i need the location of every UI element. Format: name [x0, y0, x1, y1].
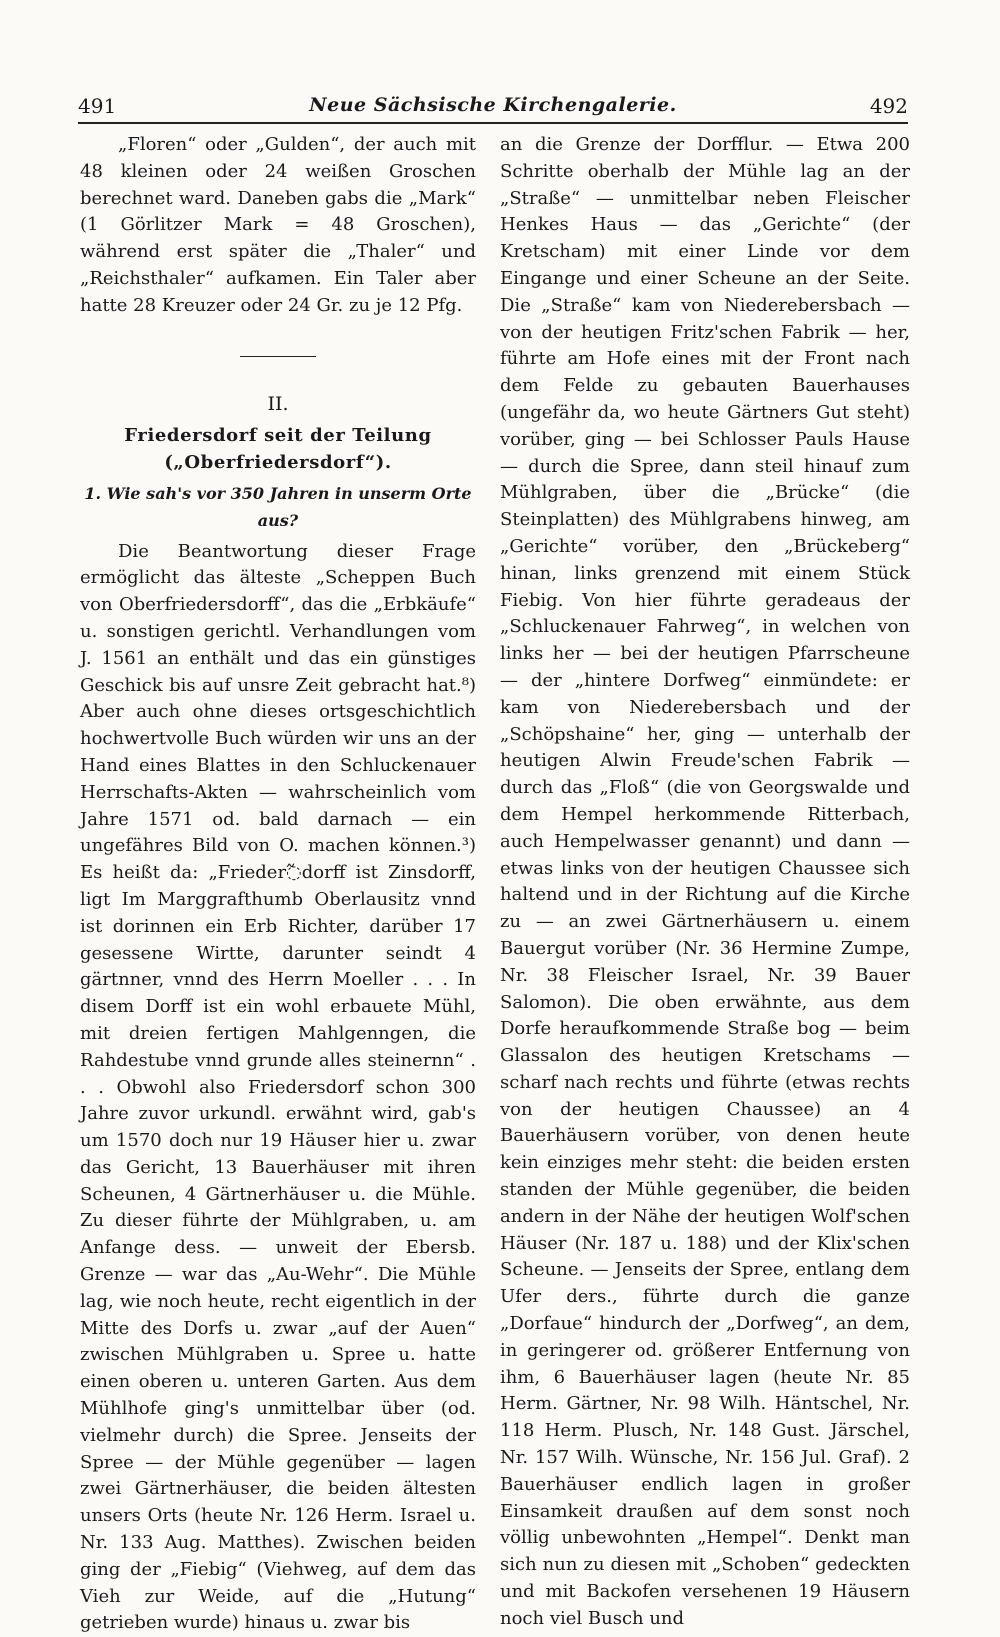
header-rule — [78, 122, 908, 124]
section-divider — [240, 356, 316, 357]
page-number-right: 492 — [869, 94, 908, 118]
section-title: Friedersdorf seit der Teilung („Oberfriedersdorf“). — [124, 425, 432, 474]
subsection-title: 1. Wie sah's vor 350 Jahren in unserm Orte aus? — [84, 483, 472, 530]
section-number: II. — [267, 392, 289, 415]
body-paragraph-right: an die Grenze der Dorfflur. — Etwa 200 Schritte oberhalb der Mühle lag an der „Straße“ — unmittelbar neben Fleischer Henkes Haus — das „Gerichte“ (der Kretscham) mit einer Linde vor dem Eingange und einer Scheune an der Seite. Die „Straße“ kam von Niederebersbach — von der heutigen Fritz'schen Fabrik — her, führte am Hofe eines mit der Front nach dem Felde zu gebauten Bauerhauses (ungefähr da, wo heute Gärtners Gut steht) vorüber, ging — bei Schlosser Pauls Hause — durch die Spree, dann steil hinauf zum Mühlgraben, über die „Brücke“ (die Steinplatten) des Mühlgrabens hinweg, am „Gerichte“ vorüber, den „Brückeberg“ hinan, links grenzend mit einem Stück Fiebig. Von hier führte geradeaus der „Schluckenauer Fahrweg“, in welchen von links her — bei der heutigen Pfarrscheune — der „hintere Dorfweg“ einmündete: er kam von Niederebersbach und der „Schöpshaine“ her, ging — unterhalb der heutigen Alwin Freude'schen Fabrik — durch das „Floß“ (die von Georgswalde und dem Hempel herkommende Ritterbach, auch Hempelwasser genannt) und dann — etwas links von der heutigen Chaussee sich haltend und in der Richtung auf die Kirche zu — an zwei Gärtnerhäusern u. einem Bauergut vorüber (Nr. 36 Hermine Zumpe, Nr. 38 Fleischer Israel, Nr. 39 Bauer Salomon). Die oben erwähnte, aus dem Dorfe heraufkommende Straße bog — beim Glassalon des heutigen Kretschams — scharf nach rechts und führte (etwas rechts von der heutigen Chaussee) an 4 Bauerhäusern vorüber, von denen heute kein einziges mehr steht: die beiden ersten standen der Mühle gegenüber, die beiden andern in der Nähe der heutigen Wolf'schen Häuser (Nr. 187 u. 188) und der Klix'schen Scheune. — Jenseits der Spree, entlang dem Ufer ders., führte durch die ganze „Dorfaue“ hindurch der „Dorfweg“, an dem, in geringerer od. größerer Entfernung von ihm, 6 Bauerhäuser lagen (heute Nr. 85 Herm. Gärtner, Nr. 98 Wilh. Häntschel, Nr. 118 Herm. Plusch, Nr. 148 Gust. Järschel, Nr. 157 Wilh. Wünsche, Nr. 156 Jul. Graf). 2 Bauerhäuser endlich lagen in großer Einsamkeit draußen auf dem sonst noch völlig unbewohnten „Hempel“. Denkt man sich nun zu diesen mit „Schoben“ gedeckten und mit Backofen versehenen 19 Häusern noch viel Busch und — [500, 134, 910, 1629]
page-header — [78, 88, 908, 128]
body-paragraph-left: Die Beantwortung dieser Frage ermöglicht das älteste „Scheppen Buch von Oberfriedersdorff“, das die „Erbkäufe“ u. sonstigen gerichtl. Verhandlungen vom J. 1561 an enthält und das ein günstiges Geschick bis auf unsre Zeit gebracht hat.⁸) Aber auch ohne dieses ortsgeschichtlich hochwertvolle Buch würden wir uns an der Hand eines Blattes in den Schluckenauer Herrschafts-Akten — wahrscheinlich vom Jahre 1571 od. bald darnach — ein ungefähres Bild von O. machen können.³) Es heißt da: „Frieder߬dorff ist Zinsdorff, ligt Im Marggrafthumb Oberlausitz vnnd ist dorinnen ein Erb Richter, darüber 17 gesessene Wirtte, darunter seindt 4 gärtnner, vnnd des Herrn Moeller . . . In disem Dorff ist ein wohl erbauete Mühl, mit dreien fertigen Mahlgenngen, die Rahdestube vnnd grunde alles steinernn“ . . . Obwohl also Friedersdorf schon 300 Jahre zuvor urkundl. erwähnt wird, gab's um 1570 doch nur 19 Häuser hier u. zwar das Gericht, 13 Bauerhäuser mit ihren Scheunen, 4 Gärtnerhäuser u. die Mühle. Zu dieser führte der Mühlgraben, u. am Anfange dess. — unweit der Ebersb. Grenze — war das „Au-Wehr“. Die Mühle lag, wie noch heute, recht eigentlich in der Mitte des Dorfs u. zwar „auf der Auen“ zwischen Mühlgraben u. Spree u. hatte einen oberen u. unteren Garten. Aus dem Mühlhofe ging's unmittelbar über (od. vielmehr durch) die Spree. Jenseits der Spree — der Mühle gegenüber — lagen zwei Gärtnerhäuser, die beiden ältesten unsers Orts (heute Nr. 126 Herm. Israel u. Nr. 133 Aug. Matthes). Zwischen beiden ging der „Fiebig“ (Viehweg, auf dem das Vieh zur Weide, auf die „Hutung“ getrieben wurde) hinaus u. zwar bis — [80, 540, 476, 1634]
page-number-left: 491 — [78, 94, 117, 118]
intro-paragraph: „Floren“ oder „Gulden“, der auch mit 48 kleinen oder 24 weißen Groschen berechnet ward. Daneben gabs die „Mark“ (1 Görlitzer Mark = 48 Groschen), während erst später die „Thaler“ und „Reichsthaler“ aufkamen. Ein Taler aber hatte 28 Kreuzer oder 24 Gr. zu je 12 Pfg. — [80, 134, 476, 316]
right-column — [500, 132, 910, 1633]
left-column — [80, 132, 476, 1637]
running-title: Neue Sächsische Kirchengalerie. — [309, 94, 677, 116]
